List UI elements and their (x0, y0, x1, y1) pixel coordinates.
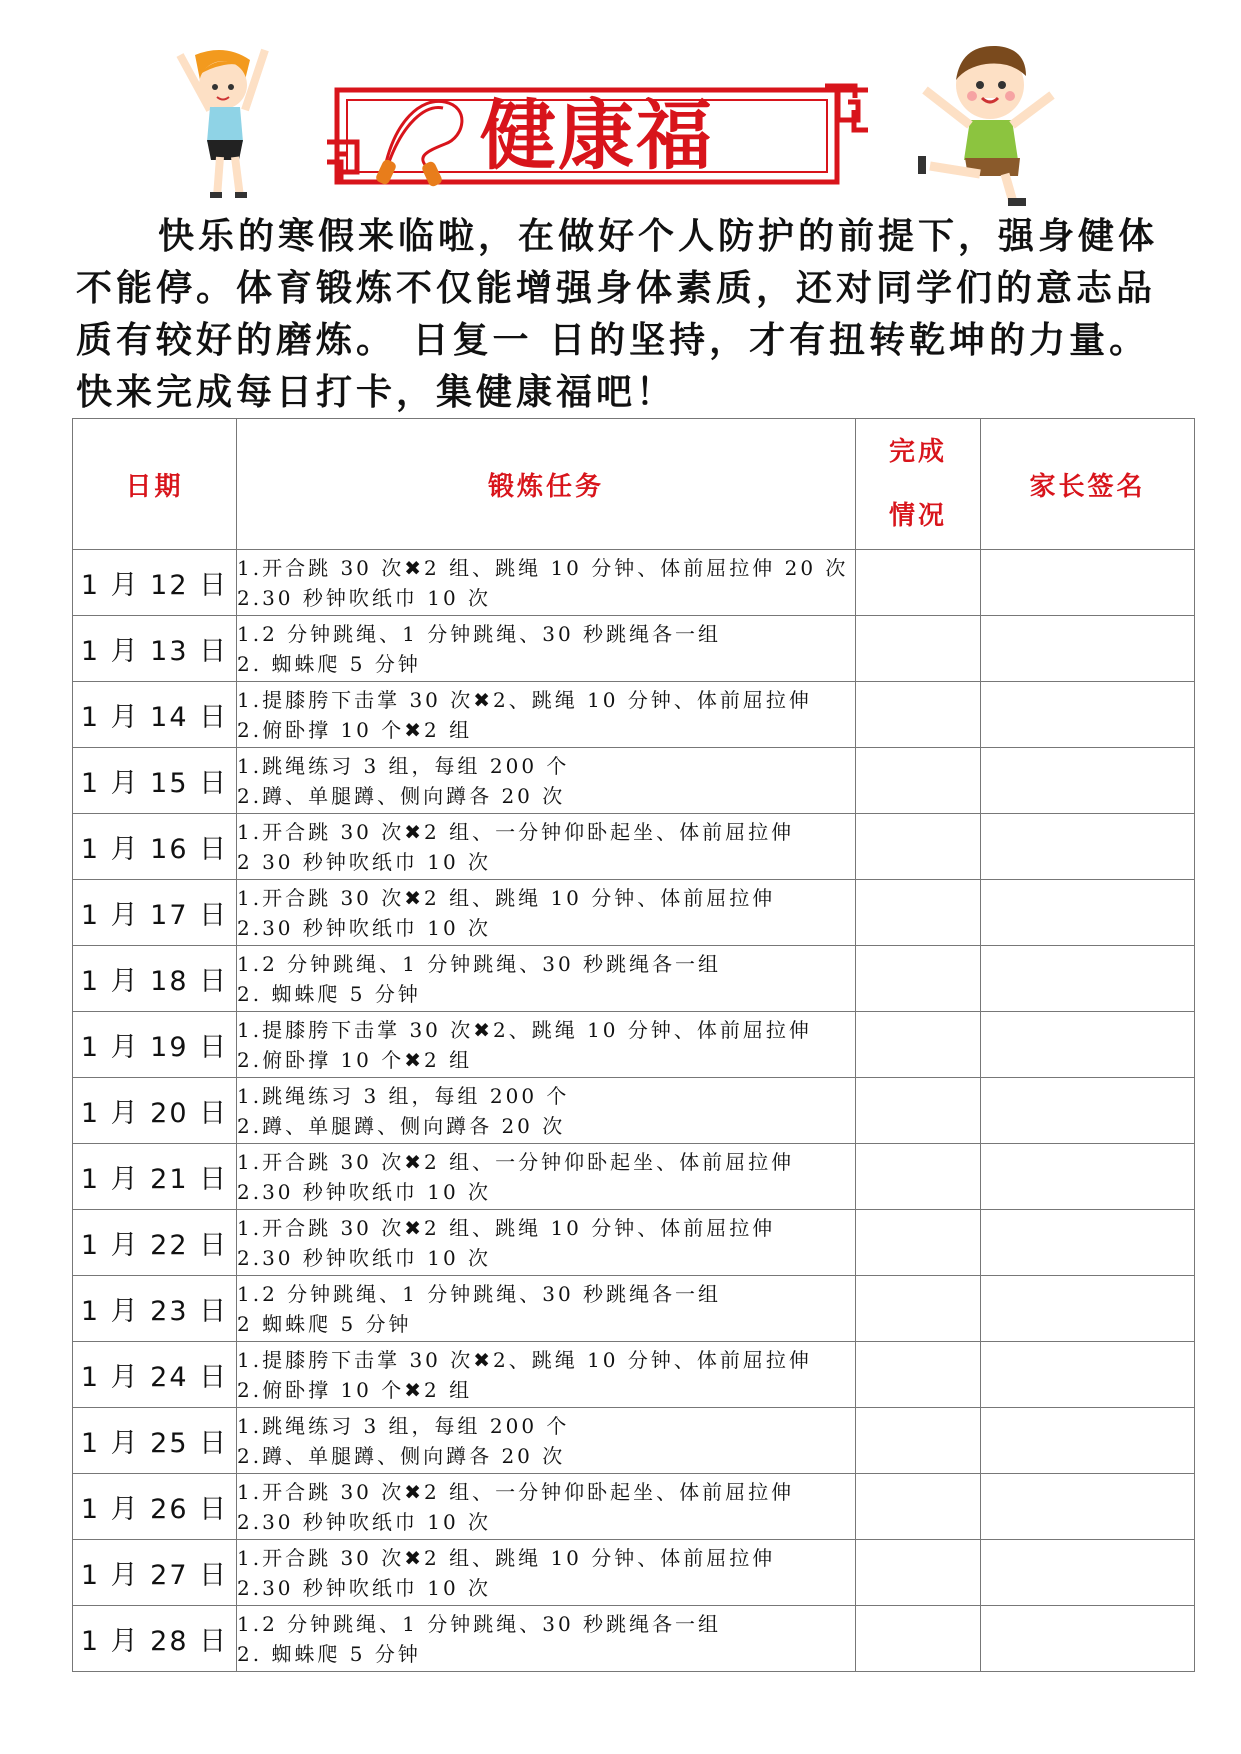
row-date: 1 月 22 日 (73, 1210, 237, 1276)
table-row (73, 1012, 1195, 1078)
task-line-2: 2.蹲、单腿蹲、侧向蹲各 20 次 (237, 783, 566, 808)
row-task (237, 814, 856, 880)
completion-cell[interactable] (856, 946, 981, 1012)
row-task (237, 616, 856, 682)
task-line-1: 1.开合跳 30 次✖2 组、跳绳 10 分钟、体前屈拉伸 (237, 1545, 776, 1570)
table-row (73, 1210, 1195, 1276)
row-task (237, 1342, 856, 1408)
table-row (73, 616, 1195, 682)
parent-signature-cell[interactable] (981, 946, 1195, 1012)
completion-cell[interactable] (856, 1540, 981, 1606)
completion-cell[interactable] (856, 1078, 981, 1144)
table-row (73, 550, 1195, 616)
table-row (73, 1144, 1195, 1210)
task-line-1: 1.提膝胯下击掌 30 次✖2、跳绳 10 分钟、体前屈拉伸 (237, 1347, 812, 1372)
parent-signature-cell[interactable] (981, 880, 1195, 946)
row-date: 1 月 20 日 (73, 1078, 237, 1144)
parent-signature-cell[interactable] (981, 1342, 1195, 1408)
parent-signature-cell[interactable] (981, 814, 1195, 880)
completion-cell[interactable] (856, 748, 981, 814)
row-task (237, 946, 856, 1012)
task-line-2: 2.30 秒钟吹纸巾 10 次 (237, 1179, 492, 1204)
completion-cell[interactable] (856, 814, 981, 880)
task-line-1: 1.提膝胯下击掌 30 次✖2、跳绳 10 分钟、体前屈拉伸 (237, 687, 812, 712)
parent-signature-cell[interactable] (981, 682, 1195, 748)
row-date: 1 月 16 日 (73, 814, 237, 880)
task-line-2: 2.蹲、单腿蹲、侧向蹲各 20 次 (237, 1113, 566, 1138)
title-banner (325, 82, 870, 190)
parent-signature-cell[interactable] (981, 1606, 1195, 1672)
task-line-1: 1.开合跳 30 次✖2 组、一分钟仰卧起坐、体前屈拉伸 (237, 1149, 795, 1174)
task-line-2: 2. 蜘蛛爬 5 分钟 (237, 651, 421, 676)
row-date: 1 月 13 日 (73, 616, 237, 682)
task-line-2: 2 30 秒钟吹纸巾 10 次 (237, 849, 492, 874)
table-header-row (73, 419, 1195, 550)
parent-signature-cell[interactable] (981, 1408, 1195, 1474)
completion-cell[interactable] (856, 880, 981, 946)
task-line-2: 2. 蜘蛛爬 5 分钟 (237, 981, 421, 1006)
task-line-2: 2.30 秒钟吹纸巾 10 次 (237, 915, 492, 940)
table-row (73, 748, 1195, 814)
row-task (237, 1474, 856, 1540)
row-date: 1 月 12 日 (73, 550, 237, 616)
header-sign: 家长签名 (981, 419, 1195, 550)
row-task (237, 1606, 856, 1672)
table-row (73, 682, 1195, 748)
row-task (237, 748, 856, 814)
task-line-2: 2.30 秒钟吹纸巾 10 次 (237, 585, 492, 610)
table-row (73, 1540, 1195, 1606)
row-task (237, 1408, 856, 1474)
completion-cell[interactable] (856, 1276, 981, 1342)
task-line-1: 1.跳绳练习 3 组，每组 200 个 (237, 1413, 570, 1438)
task-line-1: 1.开合跳 30 次✖2 组、跳绳 10 分钟、体前屈拉伸 20 次 (237, 555, 849, 580)
boy-jumping-illustration (910, 40, 1060, 210)
task-line-1: 1.开合跳 30 次✖2 组、跳绳 10 分钟、体前屈拉伸 (237, 885, 776, 910)
parent-signature-cell[interactable] (981, 1078, 1195, 1144)
completion-cell[interactable] (856, 1342, 981, 1408)
row-date: 1 月 18 日 (73, 946, 237, 1012)
row-date: 1 月 17 日 (73, 880, 237, 946)
completion-cell[interactable] (856, 1144, 981, 1210)
header-task: 锻炼任务 (237, 419, 856, 550)
table-row (73, 1342, 1195, 1408)
task-line-2: 2.30 秒钟吹纸巾 10 次 (237, 1575, 492, 1600)
completion-cell[interactable] (856, 550, 981, 616)
parent-signature-cell[interactable] (981, 1144, 1195, 1210)
completion-cell[interactable] (856, 682, 981, 748)
task-line-1: 1.跳绳练习 3 组，每组 200 个 (237, 753, 570, 778)
table-row (73, 946, 1195, 1012)
task-line-1: 1.2 分钟跳绳、1 分钟跳绳、30 秒跳绳各一组 (237, 1281, 722, 1306)
parent-signature-cell[interactable] (981, 748, 1195, 814)
table-row (73, 1408, 1195, 1474)
row-task (237, 880, 856, 946)
task-line-2: 2 蜘蛛爬 5 分钟 (237, 1311, 412, 1336)
table-row (73, 1276, 1195, 1342)
row-task (237, 1276, 856, 1342)
task-line-1: 1.开合跳 30 次✖2 组、跳绳 10 分钟、体前屈拉伸 (237, 1215, 776, 1240)
task-line-2: 2.蹲、单腿蹲、侧向蹲各 20 次 (237, 1443, 566, 1468)
completion-cell[interactable] (856, 1012, 981, 1078)
task-line-2: 2.俯卧撑 10 个✖2 组 (237, 717, 473, 742)
parent-signature-cell[interactable] (981, 1474, 1195, 1540)
row-date: 1 月 23 日 (73, 1276, 237, 1342)
row-date: 1 月 14 日 (73, 682, 237, 748)
task-line-2: 2.俯卧撑 10 个✖2 组 (237, 1377, 473, 1402)
header-date: 日期 (73, 419, 237, 550)
row-date: 1 月 15 日 (73, 748, 237, 814)
intro-paragraph: 快乐的寒假来临啦，在做好个人防护的前提下，强身健体不能停。体育锻炼不仅能增强身体素质，还对同学们的意志品质有较好的磨炼。 日复一 日的坚持，才有扭转乾坤的力量。快来完成每日打卡，集健康福吧！ (76, 215, 1159, 413)
completion-cell[interactable] (856, 1210, 981, 1276)
row-date: 1 月 24 日 (73, 1342, 237, 1408)
task-line-1: 1.提膝胯下击掌 30 次✖2、跳绳 10 分钟、体前屈拉伸 (237, 1017, 812, 1042)
header-done-line1: 完成 (888, 437, 947, 467)
parent-signature-cell[interactable] (981, 1276, 1195, 1342)
girl-exercising-illustration (175, 45, 285, 205)
task-line-2: 2.30 秒钟吹纸巾 10 次 (237, 1509, 492, 1534)
row-task (237, 682, 856, 748)
completion-cell[interactable] (856, 1474, 981, 1540)
table-row (73, 1474, 1195, 1540)
table-row (73, 880, 1195, 946)
header-done (856, 419, 981, 550)
parent-signature-cell[interactable] (981, 550, 1195, 616)
task-line-1: 1.开合跳 30 次✖2 组、一分钟仰卧起坐、体前屈拉伸 (237, 819, 795, 844)
page-title: 健康福 (480, 91, 714, 180)
jump-rope-icon (385, 101, 462, 170)
row-task (237, 1078, 856, 1144)
row-date: 1 月 28 日 (73, 1606, 237, 1672)
parent-signature-cell[interactable] (981, 1210, 1195, 1276)
table-row (73, 814, 1195, 880)
row-task (237, 1540, 856, 1606)
completion-cell[interactable] (856, 1606, 981, 1672)
row-task (237, 1210, 856, 1276)
row-date: 1 月 27 日 (73, 1540, 237, 1606)
parent-signature-cell[interactable] (981, 1540, 1195, 1606)
completion-cell[interactable] (856, 1408, 981, 1474)
row-task (237, 550, 856, 616)
task-line-2: 2.30 秒钟吹纸巾 10 次 (237, 1245, 492, 1270)
parent-signature-cell[interactable] (981, 616, 1195, 682)
table-row (73, 1606, 1195, 1672)
row-date: 1 月 26 日 (73, 1474, 237, 1540)
row-date: 1 月 19 日 (73, 1012, 237, 1078)
row-task (237, 1012, 856, 1078)
completion-cell[interactable] (856, 616, 981, 682)
task-line-1: 1.2 分钟跳绳、1 分钟跳绳、30 秒跳绳各一组 (237, 951, 722, 976)
task-line-1: 1.开合跳 30 次✖2 组、一分钟仰卧起坐、体前屈拉伸 (237, 1479, 795, 1504)
exercise-checkin-table (72, 418, 1195, 1672)
table-row (73, 1078, 1195, 1144)
row-date: 1 月 21 日 (73, 1144, 237, 1210)
task-line-1: 1.2 分钟跳绳、1 分钟跳绳、30 秒跳绳各一组 (237, 621, 722, 646)
task-line-1: 1.跳绳练习 3 组，每组 200 个 (237, 1083, 570, 1108)
task-line-2: 2. 蜘蛛爬 5 分钟 (237, 1641, 421, 1666)
parent-signature-cell[interactable] (981, 1012, 1195, 1078)
task-line-1: 1.2 分钟跳绳、1 分钟跳绳、30 秒跳绳各一组 (237, 1611, 722, 1636)
task-line-2: 2.俯卧撑 10 个✖2 组 (237, 1047, 473, 1072)
header-done-line2: 情况 (888, 501, 947, 531)
row-date: 1 月 25 日 (73, 1408, 237, 1474)
row-task (237, 1144, 856, 1210)
